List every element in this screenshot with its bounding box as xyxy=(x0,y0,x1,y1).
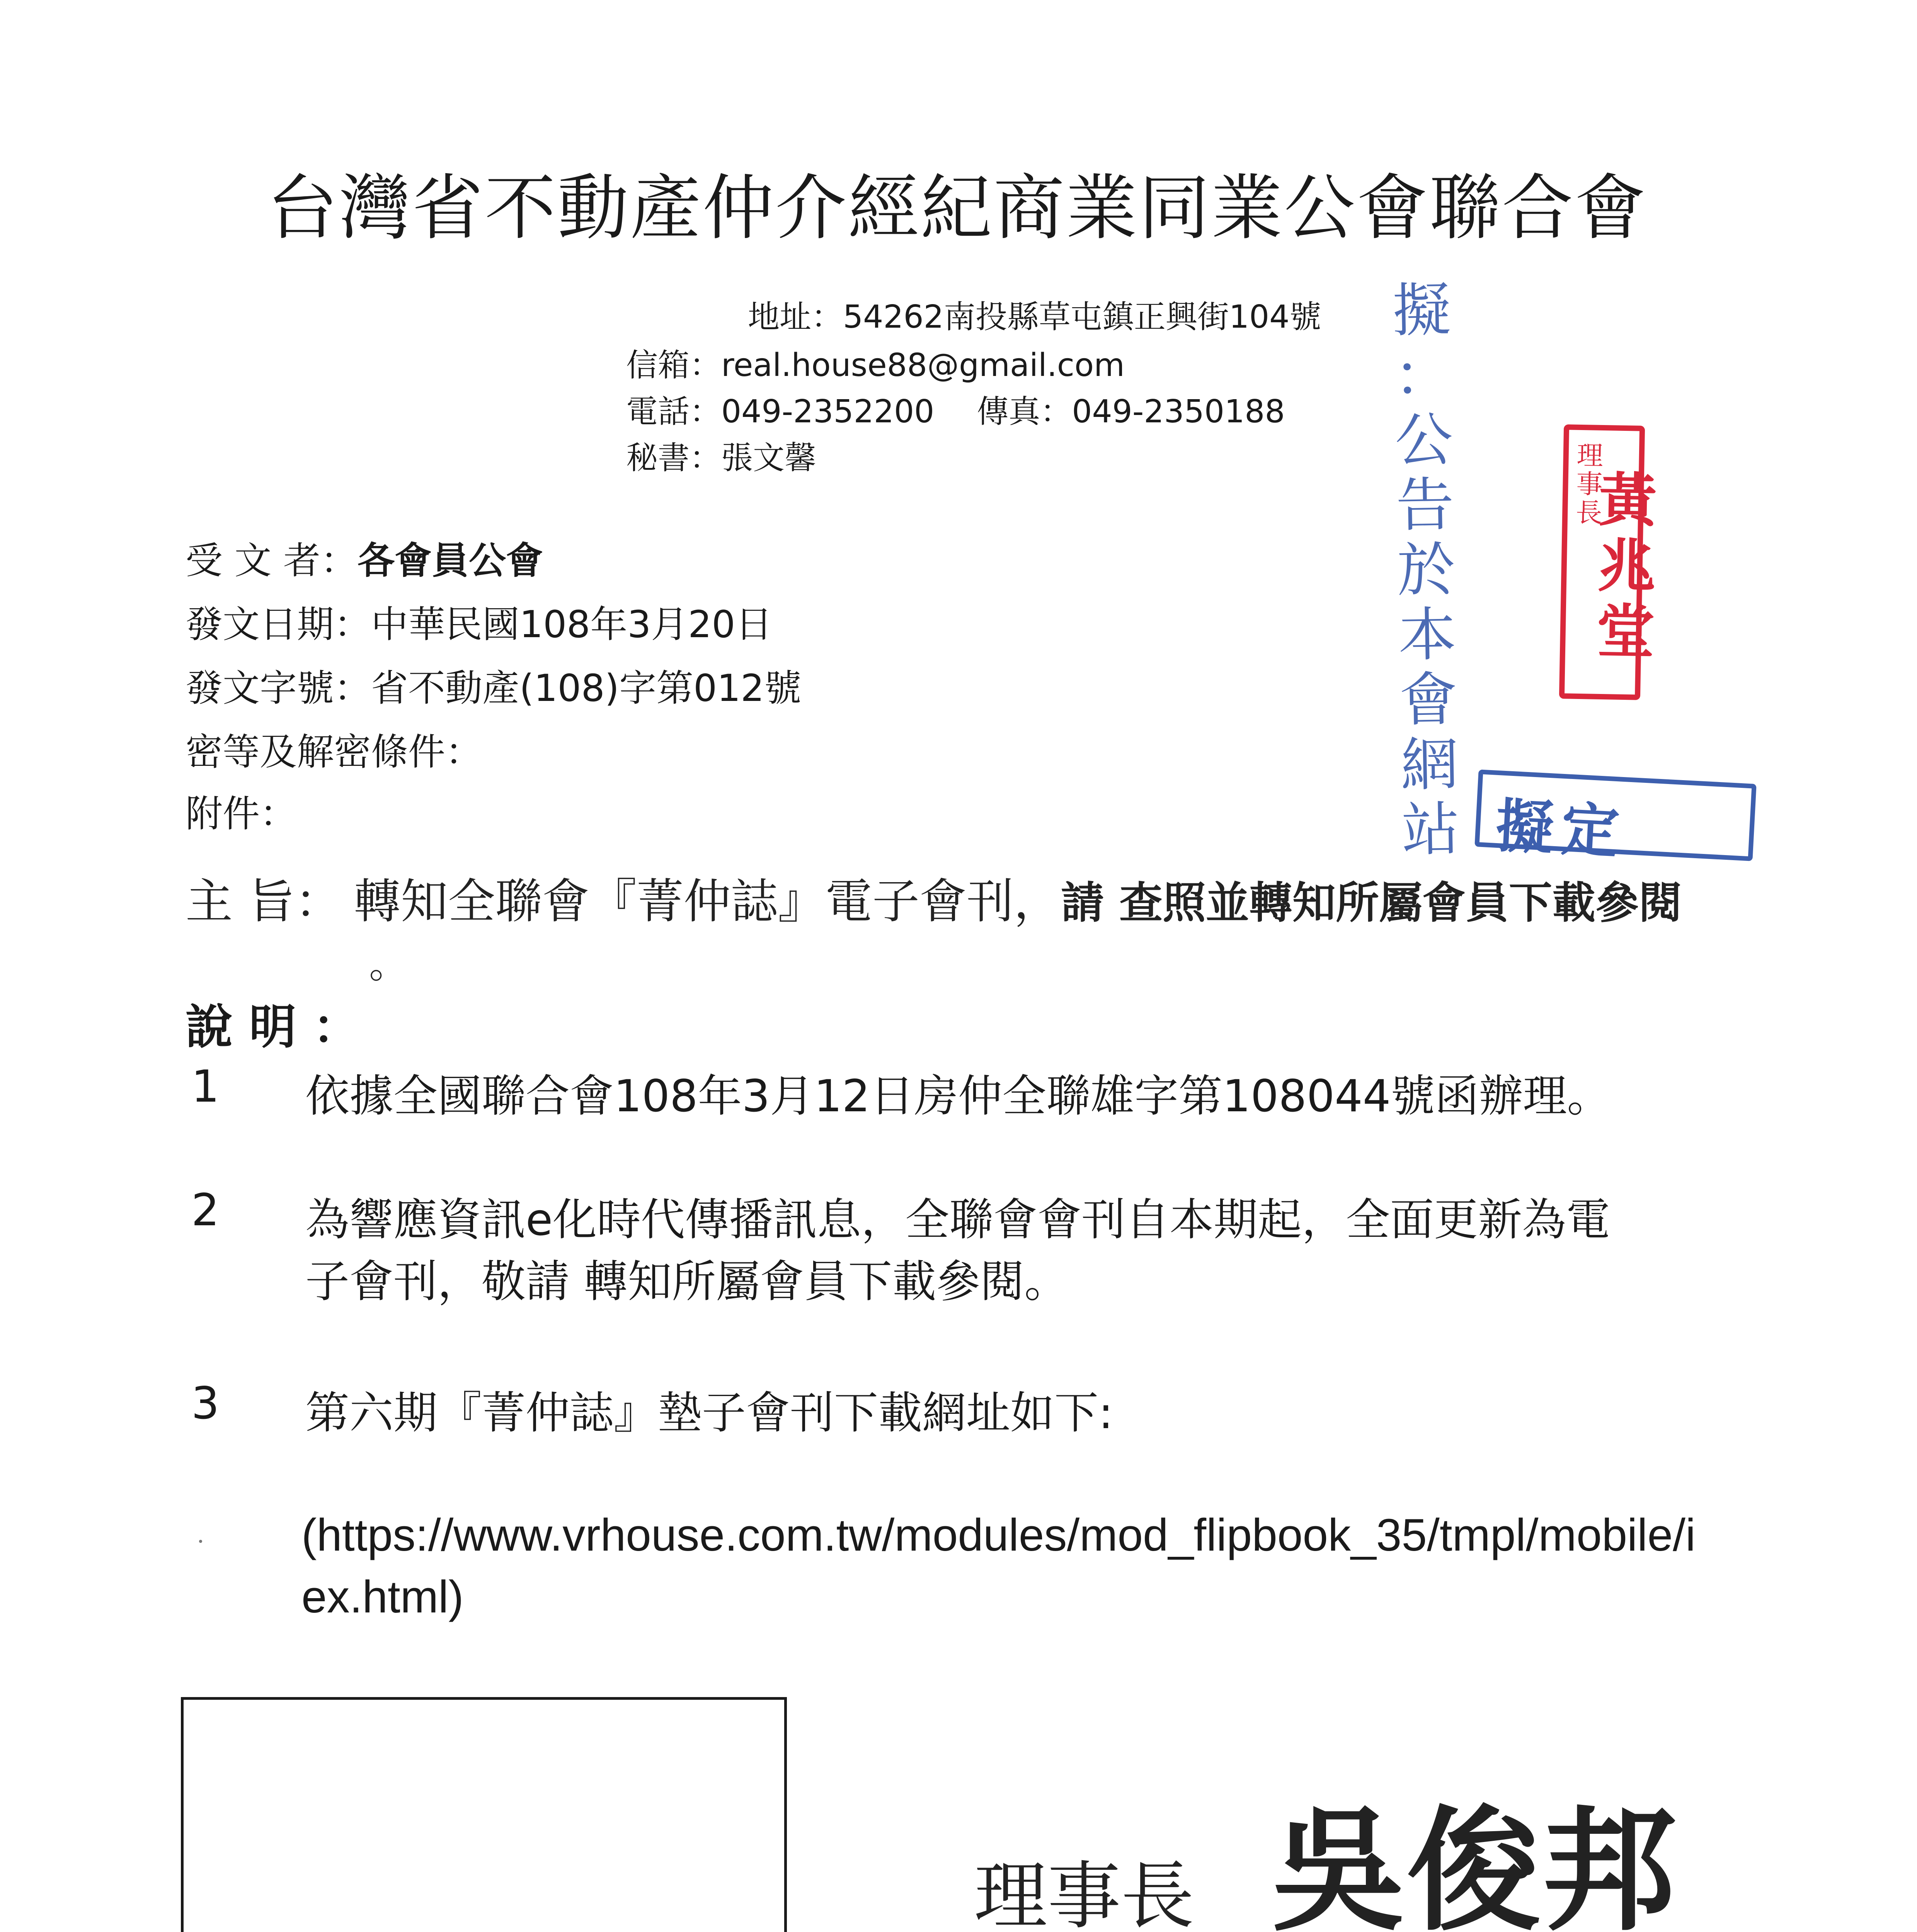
blue-stamp-text: 擬定 xyxy=(1494,791,1629,867)
subject-label: 主 旨： xyxy=(186,874,342,929)
classification-line: 密等及解密條件： xyxy=(186,730,482,774)
stamp-char: 站 xyxy=(1401,796,1461,864)
item-text: 為響應資訊e化時代傳播訊息，全聯會會刊自本期起，全面更新為電 xyxy=(305,1194,1611,1245)
stamp-char: 公 xyxy=(1394,406,1454,475)
description-label: 說 明 ： xyxy=(186,1000,360,1054)
blue-approval-stamp xyxy=(1474,769,1756,867)
recipient-line xyxy=(186,531,543,584)
stamp-char: ： xyxy=(1393,341,1452,410)
seal-char: 事 xyxy=(1576,469,1603,500)
seal-name xyxy=(1596,466,1658,667)
stamp-char: 本 xyxy=(1398,601,1457,670)
signature-title: 理事長 xyxy=(974,1854,1195,1932)
attachment-line: 附件： xyxy=(186,792,297,835)
item-number: 2 xyxy=(191,1184,220,1236)
seal-char: 理 xyxy=(1577,440,1604,472)
handwritten-approval-stamp xyxy=(1371,277,1481,863)
recipient-value: 各會員公會 xyxy=(358,539,543,582)
stamp-char: 網 xyxy=(1400,731,1459,799)
item-text: 第六期『菁仲誌』墊子會刊下載網址如下: xyxy=(305,1387,1113,1439)
fax-text: 傳真：049-2350188 xyxy=(977,393,1285,430)
recipient-label: 受 文 者： xyxy=(186,539,358,582)
item-number: 3 xyxy=(191,1378,220,1429)
subject-instruction: 請 查照並轉知所屬會員下載參閱 xyxy=(1061,878,1682,928)
stamp-char: 會 xyxy=(1399,666,1458,735)
document-number-line: 發文字號：省不動產(108)字第012號 xyxy=(186,667,802,710)
stamp-char: 於 xyxy=(1396,536,1456,605)
item-text-continued: 子會刊，敬請 轉知所屬會員下載參閱。 xyxy=(305,1256,1069,1307)
stamp-char: 告 xyxy=(1395,471,1455,540)
stamp-char: 擬 xyxy=(1392,276,1451,345)
phone-text: 電話：049-2352200 xyxy=(626,393,935,430)
email-line: 信箱：real.house88@gmail.com xyxy=(626,347,1125,384)
address-line: 地址：54262南投縣草屯鎮正興街104號 xyxy=(748,299,1321,335)
item-number: 1 xyxy=(191,1061,220,1112)
signature-name: 吳俊邦 xyxy=(1272,1794,1679,1932)
phone-fax-line xyxy=(626,386,1285,432)
download-url[interactable]: (https://www.vrhouse.com.tw/modules/mod_flipbook_35/tmpl/mobile/i xyxy=(301,1510,1696,1561)
secretary-line: 秘書：張文馨 xyxy=(626,440,817,476)
speck-mark xyxy=(199,1540,202,1543)
blank-seal-box xyxy=(181,1697,787,1932)
seal-char: 兆 xyxy=(1597,531,1657,601)
subject-end-mark: 。 xyxy=(369,942,408,987)
item-text: 依據全國聯合會108年3月12日房仲全聯雄字第108044號函辦理。 xyxy=(305,1070,1611,1122)
issue-date-line: 發文日期：中華民國108年3月20日 xyxy=(186,603,773,646)
chairman-red-seal xyxy=(1559,424,1658,700)
organization-title: 台灣省不動產仲介經紀商業同業公會聯合會 xyxy=(267,167,1648,250)
seal-char: 黃 xyxy=(1598,466,1658,535)
seal-char: 堂 xyxy=(1596,597,1655,667)
seal-char: 長 xyxy=(1575,497,1602,529)
subject-text xyxy=(354,864,1682,931)
download-url-continued[interactable]: ex.html) xyxy=(301,1571,464,1622)
subject-main: 轉知全聯會『菁仲誌』電子會刊， xyxy=(354,874,1061,929)
